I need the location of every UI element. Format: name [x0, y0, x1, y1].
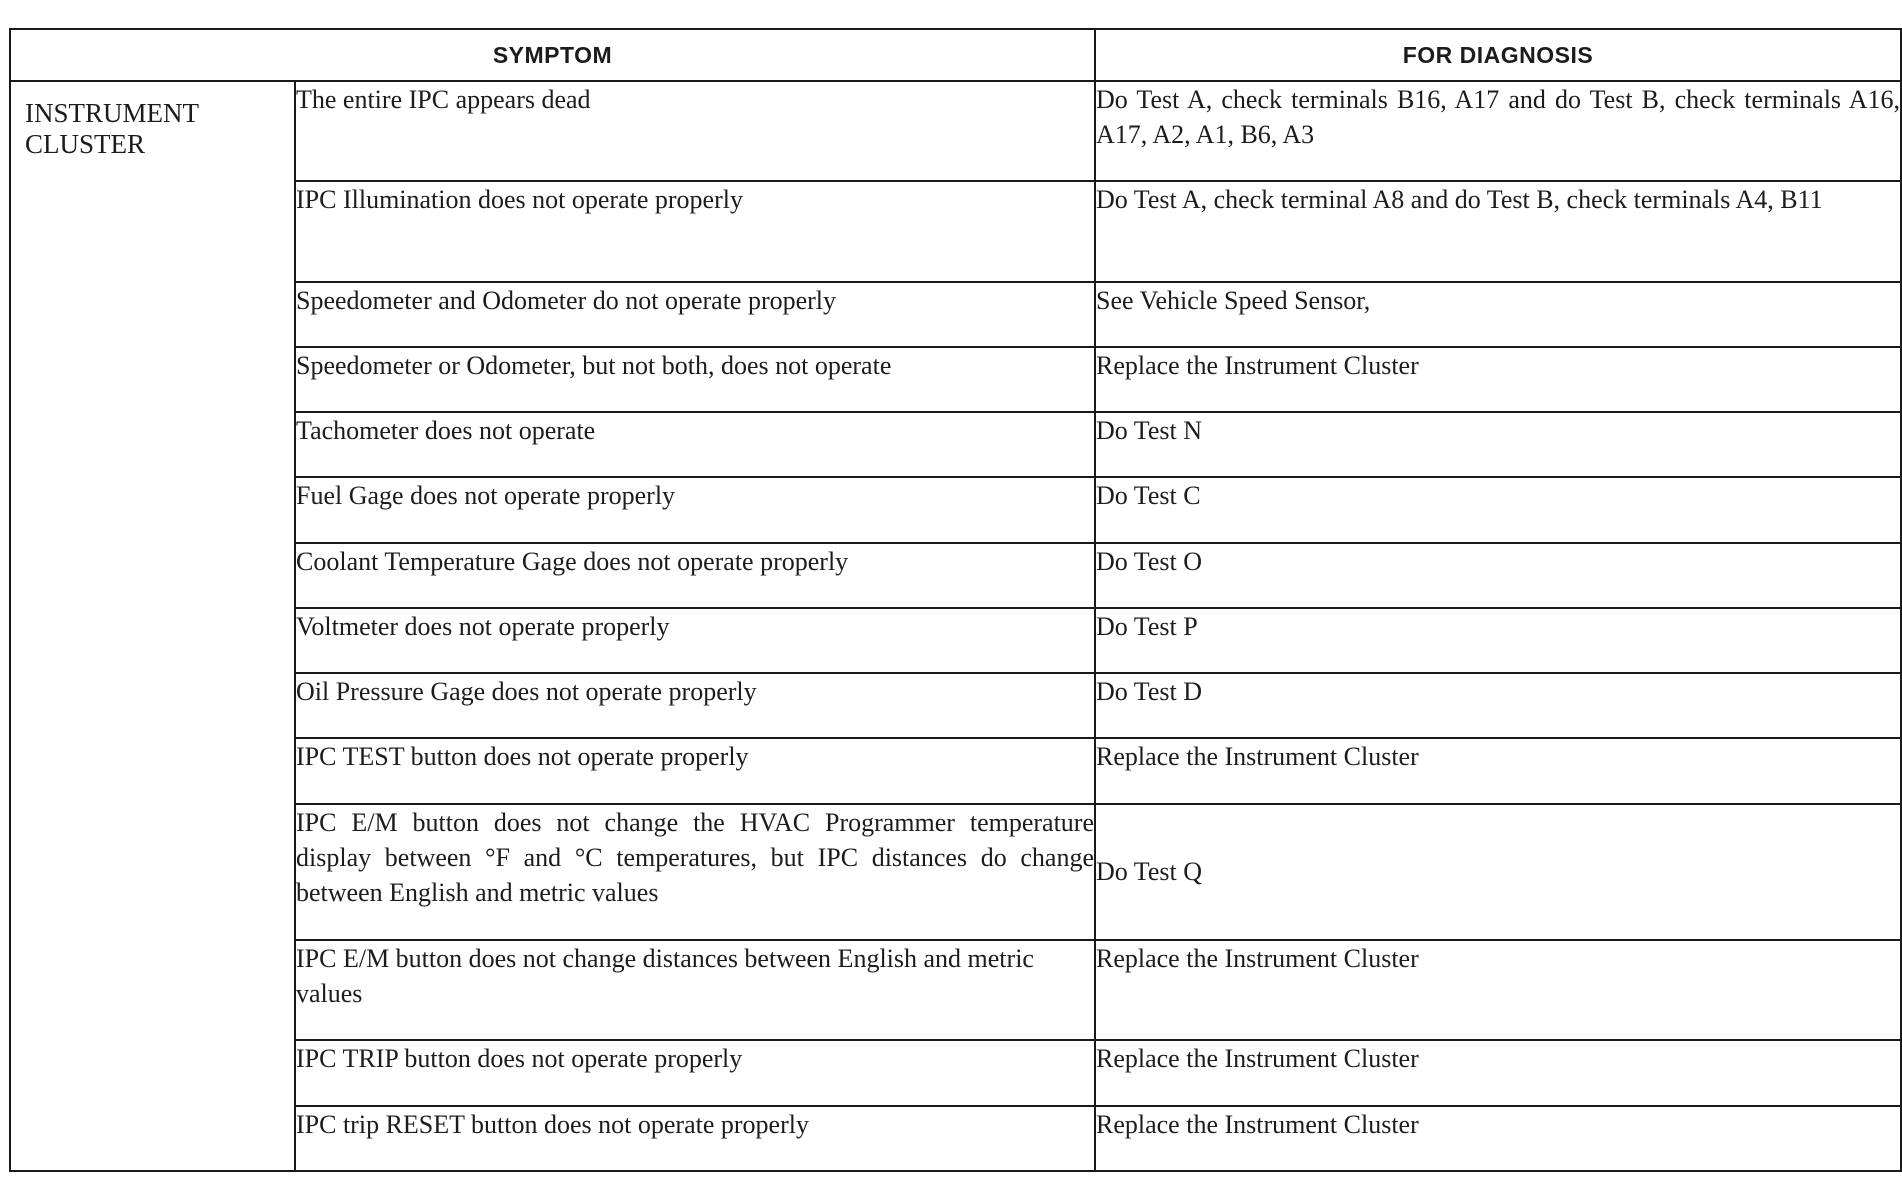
symptom-column-header: SYMPTOM: [10, 29, 1095, 81]
diagnosis-cell: Replace the Instrument Cluster: [1095, 940, 1901, 1040]
symptom-cell: IPC trip RESET button does not operate properly: [295, 1106, 1095, 1171]
diagnosis-cell: Replace the Instrument Cluster: [1095, 1040, 1901, 1105]
symptom-cell: Speedometer or Odometer, but not both, does not operate: [295, 347, 1095, 412]
symptom-cell: The entire IPC appears dead: [295, 81, 1095, 181]
diagnosis-cell: Do Test D: [1095, 673, 1901, 738]
symptom-diagnosis-table: [9, 28, 1902, 1172]
symptom-cell: Coolant Temperature Gage does not operate properly: [295, 543, 1095, 608]
diagnosis-cell: Do Test O: [1095, 543, 1901, 608]
diagnosis-cell: Replace the Instrument Cluster: [1095, 347, 1901, 412]
diagnosis-cell: Do Test N: [1095, 412, 1901, 477]
symptom-cell: IPC Illumination does not operate properly: [295, 181, 1095, 281]
symptom-cell: IPC E/M button does not change distances between English and metric values: [295, 940, 1095, 1040]
diagnosis-cell: Do Test C: [1095, 477, 1901, 542]
component-group-label: INSTRUMENT CLUSTER: [25, 98, 199, 159]
diagnosis-cell: Do Test P: [1095, 608, 1901, 673]
symptom-cell: Voltmeter does not operate properly: [295, 608, 1095, 673]
diagnosis-cell: See Vehicle Speed Sensor,: [1095, 282, 1901, 347]
symptom-cell: IPC E/M button does not change the HVAC Programmer temperature display between °F and °C temperatures, but IPC distances do change between English and metric values: [295, 804, 1095, 941]
diagnosis-cell: Do Test Q: [1095, 804, 1901, 941]
symptom-cell: Tachometer does not operate: [295, 412, 1095, 477]
diagnosis-cell: Replace the Instrument Cluster: [1095, 738, 1901, 803]
diagnosis-cell: Do Test A, check terminal A8 and do Test B, check terminals A4, B11: [1095, 181, 1901, 281]
component-group-cell: [10, 81, 295, 1171]
symptom-cell: Fuel Gage does not operate properly: [295, 477, 1095, 542]
diagnosis-cell: Replace the Instrument Cluster: [1095, 1106, 1901, 1171]
diagnosis-table-sheet: [9, 28, 1900, 1172]
symptom-cell: IPC TEST button does not operate properly: [295, 738, 1095, 803]
diagnosis-column-header: FOR DIAGNOSIS: [1095, 29, 1901, 81]
table-header-row: [10, 29, 1901, 81]
symptom-cell: Oil Pressure Gage does not operate properly: [295, 673, 1095, 738]
symptom-cell: Speedometer and Odometer do not operate properly: [295, 282, 1095, 347]
symptom-cell: IPC TRIP button does not operate properly: [295, 1040, 1095, 1105]
diagnosis-cell: Do Test A, check terminals B16, A17 and do Test B, check terminals A16, A17, A2, A1, B6, A3: [1095, 81, 1901, 181]
table-row: [10, 81, 1901, 181]
